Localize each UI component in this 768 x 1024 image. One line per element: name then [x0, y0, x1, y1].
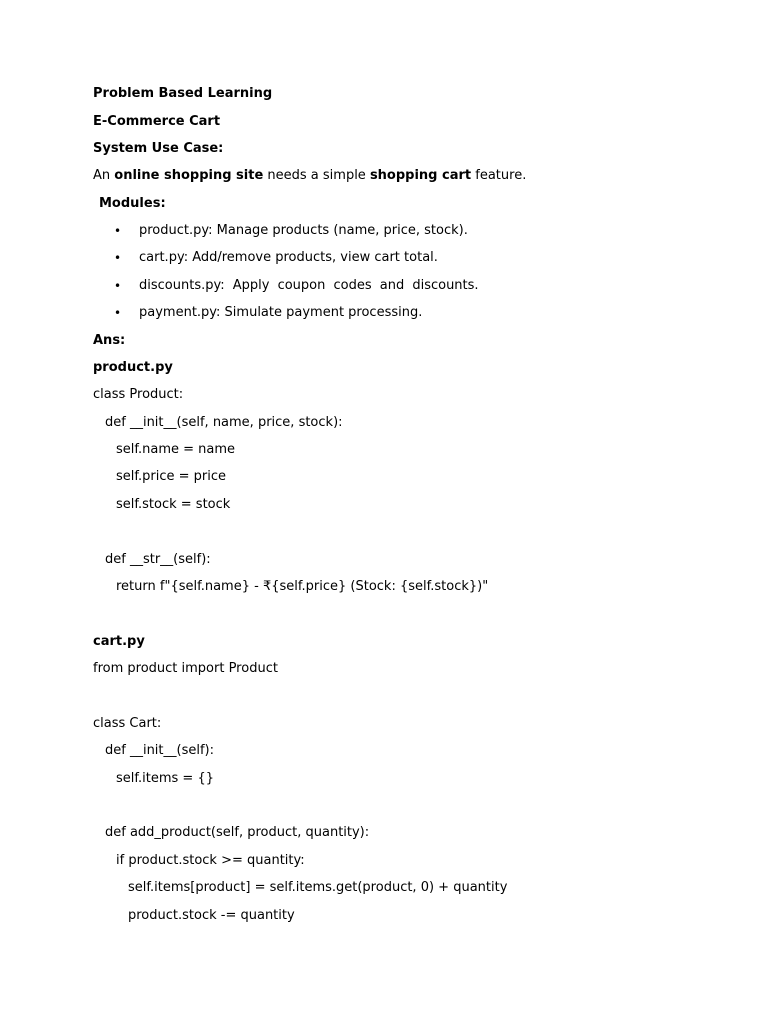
cart-file-heading: cart.py	[93, 634, 145, 649]
code-line: def __init__(self):	[105, 743, 215, 758]
bullet-marker: •	[114, 224, 122, 238]
code-line: from product import Product	[93, 661, 278, 676]
intro-bold-1: online shopping site	[114, 168, 264, 183]
intro-text-2: needs a simple	[263, 168, 370, 183]
code-line: return f"{self.name} - ₹{self.price} (Stock: {self.stock})"	[116, 579, 489, 594]
code-line: def add_product(self, product, quantity):	[105, 825, 370, 840]
code-line: self.items = {}	[116, 771, 214, 786]
code-line: self.price = price	[116, 469, 227, 484]
usecase-heading: System Use Case:	[93, 141, 224, 156]
intro-bold-2: shopping cart	[369, 168, 472, 183]
module-item: cart.py: Add/remove products, view cart total.	[139, 250, 438, 265]
code-line: product.stock -= quantity	[128, 908, 295, 923]
code-line: def __init__(self, name, price, stock):	[105, 415, 343, 430]
code-line: class Product:	[93, 387, 184, 402]
ans-label: Ans:	[93, 333, 126, 348]
modules-heading: Modules:	[99, 196, 166, 211]
bullet-marker: •	[114, 251, 122, 265]
code-line: def __str__(self):	[105, 552, 211, 567]
bullet-marker: •	[114, 279, 122, 293]
intro-text-1: An	[93, 168, 115, 183]
module-item: product.py: Manage products (name, price, stock).	[139, 223, 468, 238]
code-line: self.name = name	[116, 442, 236, 457]
intro-paragraph	[93, 168, 526, 184]
module-item: discounts.py: Apply coupon codes and discounts.	[139, 278, 479, 293]
product-file-heading: product.py	[93, 360, 173, 375]
code-line: self.stock = stock	[116, 497, 231, 512]
bullet-marker: •	[114, 306, 122, 320]
doc-subtitle: E-Commerce Cart	[93, 114, 221, 129]
code-line: class Cart:	[93, 716, 162, 731]
code-line: if product.stock >= quantity:	[116, 853, 305, 868]
code-line: self.items[product] = self.items.get(product, 0) + quantity	[128, 880, 508, 895]
doc-title: Problem Based Learning	[93, 86, 273, 101]
intro-text-3: feature.	[471, 168, 527, 183]
module-item: payment.py: Simulate payment processing.	[139, 305, 423, 320]
